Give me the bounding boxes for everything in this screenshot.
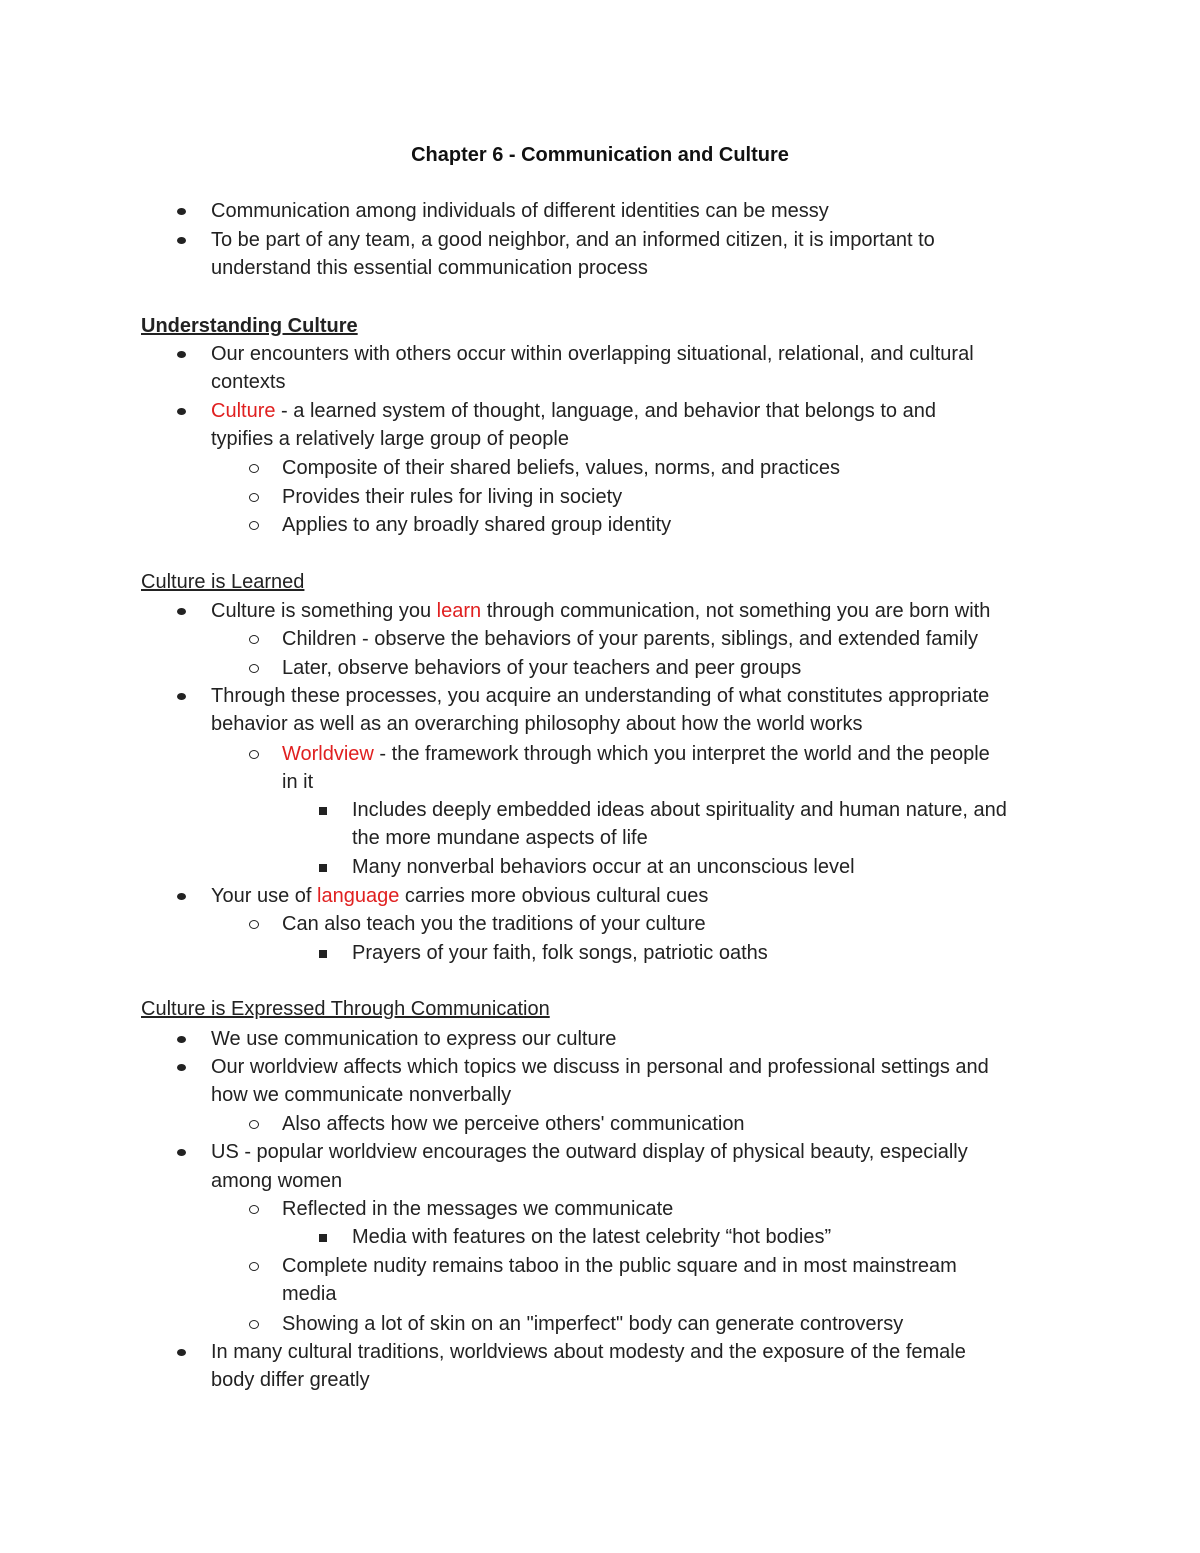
list-item: Composite of their shared beliefs, values, norms, and practices [282,457,841,479]
bullet-dot [168,1053,196,1081]
bullet-dot [168,1338,196,1366]
list-item: Communication among individuals of different identities can be messy [211,200,829,222]
bullet-dot [168,1138,196,1166]
bullet-circle [239,1310,267,1338]
bullet-circle [239,1110,267,1138]
bullet-dot [168,197,196,225]
bullet-dot [168,597,196,625]
bullet-square [309,853,337,881]
list-item: In many cultural traditions, worldviews about modesty and the exposure of the female [211,1341,966,1363]
key-term-worldview: Worldview [282,743,374,765]
list-item: US - popular worldview encourages the outward display of physical beauty, especially [211,1141,968,1163]
key-term-language: language [317,885,400,907]
list-item-continuation: in it [282,771,314,793]
bullet-circle [239,454,267,482]
list-item: Complete nudity remains taboo in the public square and in most mainstream [282,1255,957,1277]
key-term-culture: Culture [211,400,276,422]
key-term-learn: learn [436,600,482,622]
bullet-dot [168,226,196,254]
bullet-circle [239,1195,267,1223]
bullet-square [309,939,337,967]
bullet-circle [239,625,267,653]
bullet-dot [168,397,196,425]
bullet-circle [239,740,267,768]
list-item: Culture - a learned system of thought, language, and behavior that belongs to and [211,400,936,422]
list-item-continuation: contexts [211,371,286,393]
list-item-continuation: understand this essential communication process [211,257,648,279]
list-item: We use communication to express our culture [211,1028,617,1050]
list-item-continuation: how we communicate nonverbally [211,1084,512,1106]
list-item: Worldview - the framework through which you interpret the world and the people [282,743,990,765]
bullet-square [309,1223,337,1251]
bullet-circle [239,654,267,682]
list-item: Also affects how we perceive others' communication [282,1113,745,1135]
list-item: Showing a lot of skin on an "imperfect" body can generate controversy [282,1313,904,1335]
list-item: Our encounters with others occur within overlapping situational, relational, and cultural [211,343,974,365]
list-item: Includes deeply embedded ideas about spirituality and human nature, and [352,799,1007,821]
list-item: Reflected in the messages we communicate [282,1198,674,1220]
list-item: Culture is something you learn through communication, not something you are born with [211,600,991,622]
list-item: Through these processes, you acquire an understanding of what constitutes appropriate [211,685,990,707]
list-item-continuation: behavior as well as an overarching philosophy about how the world works [211,713,863,735]
list-item: Your use of language carries more obvious cultural cues [211,885,709,907]
list-item: Children - observe the behaviors of your parents, siblings, and extended family [282,628,978,650]
list-item: Can also teach you the traditions of your culture [282,913,706,935]
list-item: Applies to any broadly shared group identity [282,514,672,536]
list-item: Media with features on the latest celebrity “hot bodies” [352,1226,832,1248]
list-item: Prayers of your faith, folk songs, patriotic oaths [352,942,768,964]
bullet-dot [168,340,196,368]
page-title: Chapter 6 - Communication and Culture [411,144,789,166]
list-item: To be part of any team, a good neighbor, and an informed citizen, it is important to [211,229,935,251]
list-item-continuation: the more mundane aspects of life [352,827,648,849]
list-item-continuation: media [282,1283,337,1305]
list-item: Later, observe behaviors of your teachers and peer groups [282,657,802,679]
list-item-continuation: among women [211,1170,343,1192]
list-item: Many nonverbal behaviors occur at an unconscious level [352,856,855,878]
bullet-circle [239,910,267,938]
list-item: Provides their rules for living in society [282,486,623,508]
bullet-square [309,796,337,824]
section-heading-culture-is-learned: Culture is Learned [141,571,305,593]
bullet-dot [168,882,196,910]
section-heading-culture-is-expressed: Culture is Expressed Through Communication [141,998,550,1020]
bullet-dot [168,682,196,710]
section-heading-understanding-culture: Understanding Culture [141,315,358,337]
bullet-circle [239,483,267,511]
bullet-circle [239,1252,267,1280]
list-item-continuation: body differ greatly [211,1369,370,1391]
bullet-circle [239,511,267,539]
list-item: Our worldview affects which topics we discuss in personal and professional settings and [211,1056,989,1078]
bullet-dot [168,1025,196,1053]
list-item-continuation: typifies a relatively large group of people [211,428,569,450]
